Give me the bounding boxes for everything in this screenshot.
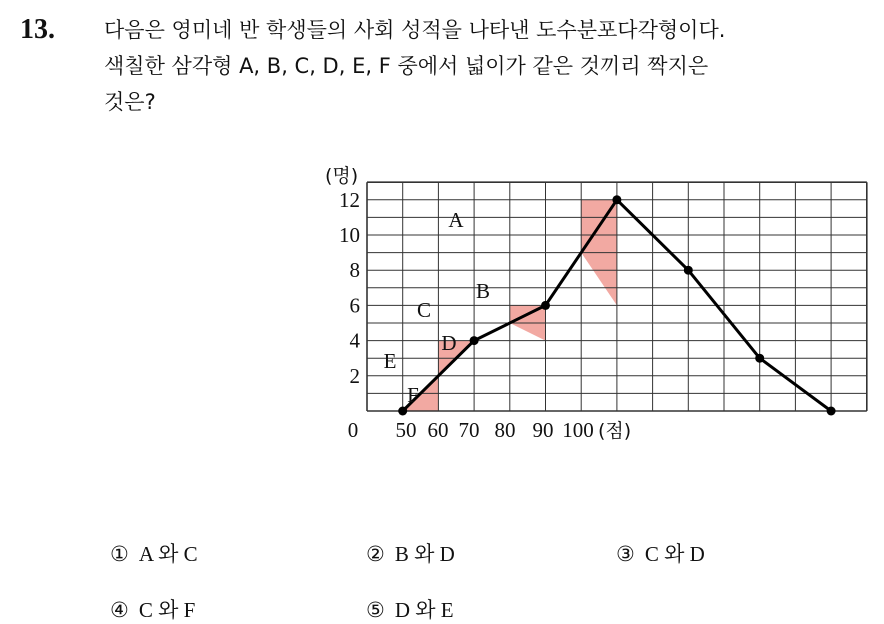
triangle-label-b: B [475,279,491,303]
choice-5[interactable]: ⑤ D 와 E [366,598,454,622]
y-tick-label: 12 [339,187,360,212]
x-tick-label: 100 [562,418,594,442]
choice-2[interactable]: ② B 와 D [366,542,455,566]
x-tick-label: 70 [458,418,480,442]
x-tick-label: 90 [532,418,554,442]
data-point [470,336,479,345]
y-tick-label: 8 [349,258,360,283]
data-point [684,266,693,275]
data-point [541,301,550,310]
question-number: 13. [20,14,55,45]
choice-4[interactable]: ④ C 와 F [110,598,196,622]
question-line: 것은? [104,90,156,114]
y-axis-unit-label: (명) [325,165,359,187]
triangle-label-a: A [448,208,464,232]
triangle-label-c: C [416,298,432,322]
x-tick-label: 80 [494,418,516,442]
choice-number: ④ [110,598,129,622]
y-tick-label: 2 [349,363,360,388]
x-tick-label: 50 [395,418,417,442]
choice-3[interactable]: ③ C 와 D [616,542,705,566]
data-point [827,407,836,416]
choice-1[interactable]: ① A 와 C [110,542,198,566]
y-tick-label: 4 [349,328,360,353]
choice-number: ③ [616,542,635,566]
triangle-label-e: E [383,349,397,373]
choice-number: ① [110,542,129,566]
question-line: 색칠한 삼각형 A, B, C, D, E, F 중에서 넓이가 같은 것끼리 짝지은 [104,54,709,78]
data-point [755,354,764,363]
choice-number: ② [366,542,385,566]
data-point [612,195,621,204]
x-axis-unit-label: (점) [598,420,632,442]
data-point [398,407,407,416]
triangle-label-f: F [407,383,419,407]
question-line: 다음은 영미네 반 학생들의 사회 성적을 나타낸 도수분포다각형이다. [104,18,726,42]
x-tick-label: 60 [427,418,449,442]
choice-number: ⑤ [366,598,385,622]
origin-label: 0 [347,418,359,442]
triangle-label-d: D [441,331,457,355]
y-tick-label: 10 [339,223,360,247]
y-tick-label: 6 [349,293,360,318]
